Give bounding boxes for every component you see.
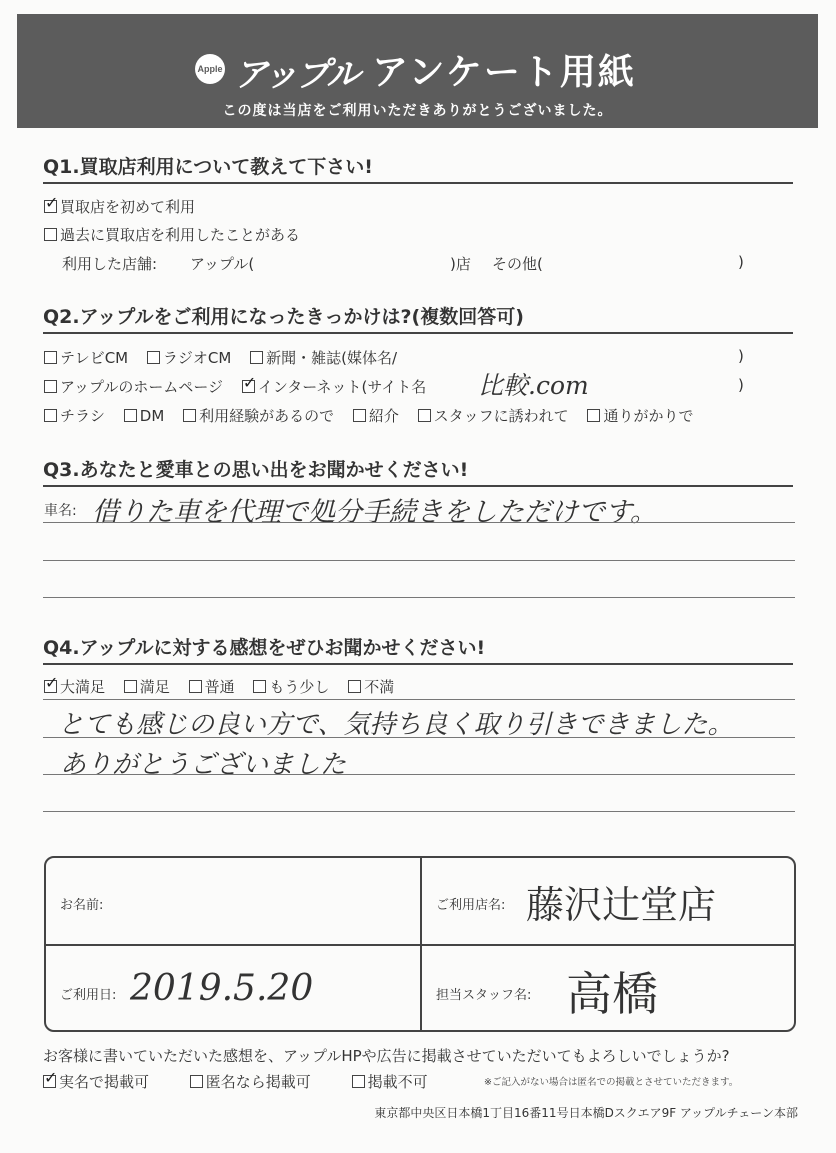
date-label: ご利用日:: [60, 988, 117, 1003]
publish-note: ※ご記入がない場合は匿名での掲載とさせていただきます。: [484, 1077, 739, 1088]
checkbox[interactable]: [587, 409, 600, 422]
q2-option-staff[interactable]: スタッフに誘われて: [418, 405, 569, 426]
answer-line: [43, 560, 795, 561]
publish-option-real-name[interactable]: ✓実名で掲載可: [43, 1071, 149, 1092]
publish-options: [43, 1071, 442, 1092]
checkbox[interactable]: [189, 680, 202, 693]
q2-option-dm[interactable]: DM: [124, 407, 165, 425]
q4-handwritten-line1[interactable]: とても感じの良い方で、気持ち良く取り引きできました。: [58, 710, 734, 740]
q2-option-experience[interactable]: 利用経験があるので: [183, 405, 334, 426]
checkbox[interactable]: [44, 380, 57, 393]
staff-name-label: 担当スタッフ名:: [436, 988, 532, 1003]
q2-row1-close: ): [738, 347, 744, 365]
q2-row3: [44, 405, 707, 426]
q2-option-homepage[interactable]: アップルのホームページ: [44, 376, 223, 397]
checkbox-checked[interactable]: [44, 680, 57, 693]
q1-store-other: その他(: [492, 255, 543, 273]
q2-option-flyer[interactable]: チラシ: [44, 405, 105, 426]
q4-option-needs-improvement[interactable]: もう少し: [253, 676, 329, 697]
checkbox[interactable]: [250, 351, 263, 364]
thanks-message: この度は当店をご利用いただきありがとうございました。: [222, 103, 613, 119]
checkbox[interactable]: [190, 1075, 203, 1088]
apple-logo-badge: [195, 54, 225, 84]
checkbox-checked[interactable]: [242, 380, 255, 393]
q2-option-newspaper[interactable]: 新聞・雑誌(媒体名/: [250, 347, 397, 368]
q3-handwritten-answer[interactable]: 借りた車を代理で処分手続きをしただけです。: [92, 497, 657, 528]
option-label: 買取店を初めて利用: [60, 198, 196, 216]
publish-option-decline[interactable]: 掲載不可: [352, 1071, 428, 1092]
site-name-handwritten: 比較.com: [478, 371, 589, 400]
logo-badge-text: Apple: [197, 64, 223, 74]
customer-info-box: [44, 856, 796, 1032]
publish-permission-question: お客様に書いていただいた感想を、アップルHPや広告に掲載させていただいてもよろしいでしょうか?: [43, 1047, 730, 1065]
q4-options: [44, 676, 408, 697]
form-title: アンケート用紙: [372, 52, 636, 93]
checkbox[interactable]: [44, 351, 57, 364]
publish-option-anonymous[interactable]: 匿名なら掲載可: [190, 1071, 311, 1092]
checkbox[interactable]: [44, 228, 57, 241]
q2-option-radio[interactable]: ラジオCM: [147, 347, 231, 368]
q2-heading: Q2.アップルをご利用になったきっかけは?(複数回答可): [43, 305, 793, 334]
checkbox[interactable]: [44, 409, 57, 422]
q4-option-normal[interactable]: 普通: [189, 676, 235, 697]
q4-option-dissatisfied[interactable]: 不満: [348, 676, 394, 697]
q4-handwritten-line2[interactable]: ありがとうございました: [60, 750, 347, 780]
answer-line: [43, 522, 795, 523]
q1-store-close: ): [738, 253, 744, 271]
name-label: お名前:: [60, 898, 104, 913]
checkbox[interactable]: [253, 680, 266, 693]
q4-option-satisfied[interactable]: 満足: [124, 676, 170, 697]
q4-option-very-satisfied[interactable]: ✓大満足: [44, 676, 105, 697]
checkbox[interactable]: [124, 409, 137, 422]
box-divider: [46, 944, 794, 946]
q1-store-prefix: 利用した店舗:: [62, 255, 158, 273]
answer-line: [43, 737, 795, 738]
q2-row1: [44, 347, 411, 368]
checkbox[interactable]: [352, 1075, 365, 1088]
checkbox[interactable]: [418, 409, 431, 422]
q2-row2-close: ): [738, 376, 744, 394]
checkbox[interactable]: [147, 351, 160, 364]
q4-heading: Q4.アップルに対する感想をぜひお聞かせください!: [43, 636, 793, 665]
option-label: 過去に買取店を利用したことがある: [60, 226, 301, 244]
q1-heading: Q1.買取店利用について教えて下さい!: [43, 155, 793, 184]
checkbox-checked[interactable]: [43, 1075, 56, 1088]
checkbox[interactable]: [183, 409, 196, 422]
checkbox[interactable]: [348, 680, 361, 693]
answer-line: [43, 597, 795, 598]
company-address: 東京都中央区日本橋1丁目16番11号日本橋Dスクエア9F アップルチェーン本部: [374, 1106, 798, 1120]
store-name-handwritten[interactable]: 藤沢辻堂店: [526, 883, 717, 927]
date-handwritten[interactable]: 2019.5.20: [130, 968, 314, 1009]
checkbox-checked[interactable]: [44, 200, 57, 213]
q2-option-passing[interactable]: 通りがかりで: [587, 405, 693, 426]
car-name-label: 車名:: [44, 503, 77, 519]
q3-heading: Q3.あなたと愛車との思い出をお聞かせください!: [43, 458, 793, 487]
form-header: [17, 14, 818, 128]
answer-line: [43, 811, 795, 812]
staff-name-handwritten[interactable]: 高橋: [566, 967, 658, 1021]
q2-option-referral[interactable]: 紹介: [353, 405, 399, 426]
q2-option-internet[interactable]: ✓ インターネット(サイト名: [242, 376, 426, 397]
q1-store-suffix: )店: [450, 255, 471, 273]
answer-line: [43, 699, 795, 700]
checkbox[interactable]: [353, 409, 366, 422]
answer-line: [43, 774, 795, 775]
q1-option-first-time[interactable]: [44, 196, 195, 217]
q2-option-tv[interactable]: テレビCM: [44, 347, 128, 368]
brand-logo: アップル: [234, 55, 359, 95]
checkbox[interactable]: [124, 680, 137, 693]
store-name-label: ご利用店名:: [436, 898, 506, 913]
q1-store-apple: アップル(: [190, 255, 255, 273]
q1-option-used-before[interactable]: [44, 224, 300, 245]
q2-row2: [44, 376, 440, 397]
